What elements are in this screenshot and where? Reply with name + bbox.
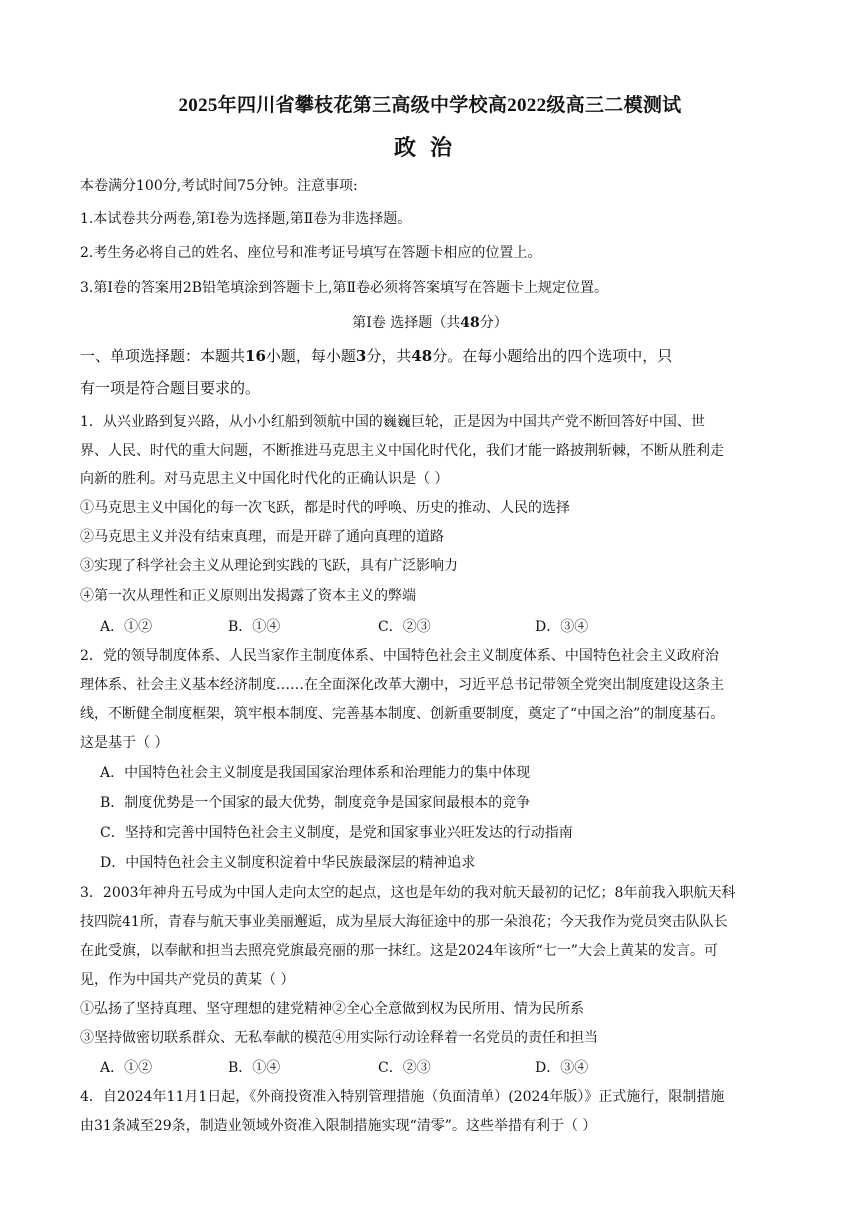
q3-stem-line: 3．2003年神舟五号成为中国人走向太空的起点，这也是年幼的我对航天最初的记忆；8年前我入职航天科 bbox=[80, 885, 736, 901]
subject-title: 政治 bbox=[393, 135, 466, 160]
q2-option-b[interactable]: B．制度优势是一个国家的最大优势，制度竞争是国家间最根本的竞争 bbox=[100, 795, 531, 811]
section-description-line-2: 有一项是符合题目要求的。 bbox=[80, 379, 261, 397]
q2-option-c[interactable]: C．坚持和完善中国特色社会主义制度，是党和国家事业兴旺发达的行动指南 bbox=[100, 825, 573, 841]
q2-stem-line: 这是基于（ ） bbox=[80, 735, 169, 751]
instruction-item-2: 2.考生务必将自己的姓名、座位号和准考证号填写在答题卡相应的位置上。 bbox=[80, 245, 542, 261]
section-title: 第Ⅰ卷 选择题（共48分） bbox=[352, 315, 508, 331]
q3-option-d[interactable]: D．③④ bbox=[535, 1060, 589, 1076]
q1-statement-3: ③实现了科学社会主义从理论到实践的飞跃，具有广泛影响力 bbox=[80, 558, 458, 574]
q1-option-b[interactable]: B．①④ bbox=[228, 619, 281, 635]
q1-option-c[interactable]: C．②③ bbox=[378, 619, 431, 635]
q2-stem-line: 线，不断健全制度框架，筑牢根本制度、完善基本制度、创新重要制度，奠定了“中国之治”的制度基石。 bbox=[80, 706, 725, 722]
q3-stem-line: 在此受旗，以奉献和担当去照亮党旗最亮丽的那一抹红。这是2024年该所“七一”大会上黄某的发言。可 bbox=[80, 943, 718, 959]
q1-stem-line: 向新的胜利。对马克思主义中国化时代化的正确认识是（ ） bbox=[80, 471, 449, 487]
q1-options bbox=[100, 617, 615, 637]
q3-stem-line: 技四院41所，青春与航天事业美丽邂逅，成为星辰大海征途中的那一朵浪花；今天我作为党员突击队队长 bbox=[80, 914, 728, 930]
q4-stem-line: 由31条减至29条，制造业领域外资准入限制措施实现“清零”。这些举措有利于（ ） bbox=[80, 1118, 597, 1134]
q3-statement-line-1: ①弘扬了坚持真理、坚守理想的建党精神②全心全意做到权为民所用、情为民所系 bbox=[80, 1001, 584, 1017]
q1-statement-4: ④第一次从理性和正义原则出发揭露了资本主义的弊端 bbox=[80, 588, 416, 604]
instructions-intro: 本卷满分100分,考试时间75分钟。注意事项: bbox=[80, 178, 358, 194]
section-description: 一、单项选择题：本题共16小题，每小题3分，共48分。在每小题给出的四个选项中，只 bbox=[80, 347, 673, 365]
q2-option-d[interactable]: D．中国特色社会主义制度积淀着中华民族最深层的精神追求 bbox=[100, 855, 476, 871]
q2-option-a[interactable]: A．中国特色社会主义制度是我国国家治理体系和治理能力的集中体现 bbox=[100, 765, 531, 781]
instruction-item-3: 3.第Ⅰ卷的答案用2B铅笔填涂到答题卡上,第Ⅱ卷必须将答案填写在答题卡上规定位置。 bbox=[80, 280, 609, 296]
q2-stem-line: 理体系、社会主义基本经济制度……在全面深化改革大潮中，习近平总书记带领全党突出制度建设这条主 bbox=[80, 677, 724, 693]
exam-title: 2025年四川省攀枝花第三高级中学校高2022级高三二模测试 bbox=[178, 95, 682, 116]
instruction-item-1: 1.本试卷共分两卷,第Ⅰ卷为选择题,第Ⅱ卷为非选择题。 bbox=[80, 211, 412, 227]
q3-option-b[interactable]: B．①④ bbox=[228, 1060, 281, 1076]
q3-option-a[interactable]: A．①② bbox=[100, 1060, 153, 1076]
q1-stem-line: 界、人民、时代的重大问题，不断推进马克思主义中国化时代化，我们才能一路披荆斩棘，不断从胜利走 bbox=[80, 443, 724, 459]
q1-statement-2: ②马克思主义并没有结束真理，而是开辟了通向真理的道路 bbox=[80, 529, 444, 545]
q3-option-c[interactable]: C．②③ bbox=[378, 1060, 431, 1076]
q1-stem-line: 1．从兴业路到复兴路，从小小红船到领航中国的巍巍巨轮，正是因为中国共产党不断回答好中国、世 bbox=[80, 414, 705, 430]
q4-stem-line: 4．自2024年11月1日起，《外商投资准入特别管理措施（负面清单）(2024年版）》正式施行，限制措施 bbox=[80, 1089, 725, 1105]
q1-option-d[interactable]: D．③④ bbox=[535, 619, 589, 635]
q1-option-a[interactable]: A．①② bbox=[100, 619, 153, 635]
q3-options bbox=[100, 1058, 615, 1078]
q3-stem-line: 见，作为中国共产党员的黄某（ ） bbox=[80, 972, 295, 988]
q1-statement-1: ①马克思主义中国化的每一次飞跃，都是时代的呼唤、历史的推动、人民的选择 bbox=[80, 500, 570, 516]
q3-statement-line-2: ③坚持做密切联系群众、无私奉献的模范④用实际行动诠释着一名党员的责任和担当 bbox=[80, 1030, 598, 1046]
q2-stem-line: 2．党的领导制度体系、人民当家作主制度体系、中国特色社会主义制度体系、中国特色社会主义政府治 bbox=[80, 648, 719, 664]
